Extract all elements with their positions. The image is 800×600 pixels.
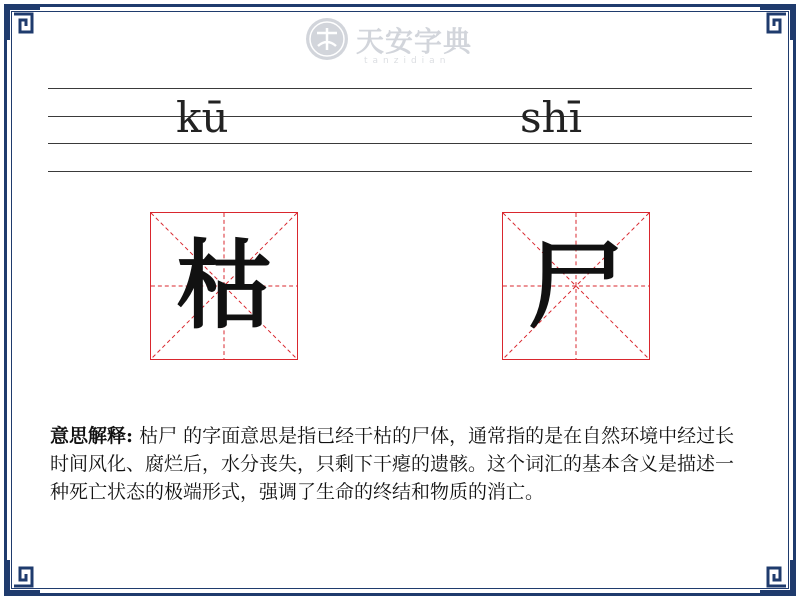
- meaning-separator: :: [126, 425, 134, 447]
- character-1: 枯: [176, 230, 272, 342]
- watermark-logo: [300, 14, 500, 72]
- seal-icon: [304, 16, 350, 62]
- corner-ornament-icon: [0, 0, 44, 44]
- meaning-text: 枯尸 的字面意思是指已经干枯的尸体，通常指的是在自然环境中经过长时间风化、腐烂后，水分丧失，只剩下干瘪的遗骸。这个词汇的基本含义是描述一种死亡状态的极端形式，强调了生命的终结和物质的消亡。: [50, 425, 735, 503]
- pinyin-syllable-2: shī: [520, 93, 583, 142]
- corner-ornament-icon: [756, 0, 800, 44]
- character-2: 尸: [528, 230, 624, 342]
- meaning-label: 意思解释: [50, 425, 127, 447]
- pinyin-syllable-1: kū: [176, 93, 229, 142]
- meaning-paragraph: [50, 422, 750, 506]
- logo-subtitle: tanzidian: [364, 56, 451, 66]
- corner-ornament-icon: [0, 556, 44, 600]
- character-grid-1: [150, 212, 298, 360]
- character-grid-2: [502, 212, 650, 360]
- corner-ornament-icon: [756, 556, 800, 600]
- logo-name: 天安字典: [356, 25, 473, 58]
- pinyin-ruled-lines: [48, 88, 752, 172]
